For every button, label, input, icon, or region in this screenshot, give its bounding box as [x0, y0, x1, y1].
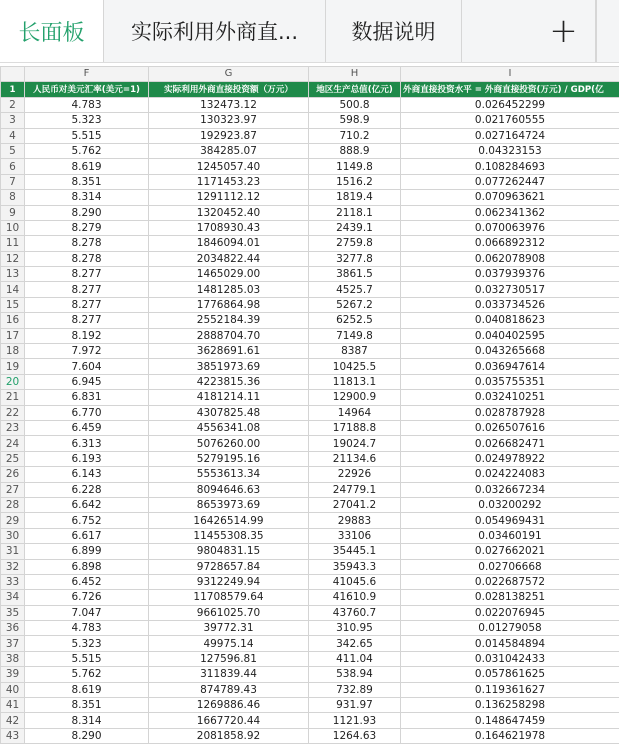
- cell-exchange-rate[interactable]: 5.323: [25, 636, 149, 651]
- cell-exchange-rate[interactable]: 5.515: [25, 128, 149, 143]
- cell-fdi-level[interactable]: 0.066892312: [401, 236, 619, 251]
- cell-fdi-amount[interactable]: 39772.31: [149, 621, 309, 636]
- cell-fdi-level[interactable]: 0.024978922: [401, 451, 619, 466]
- cell-fdi-amount[interactable]: 49975.14: [149, 636, 309, 651]
- row-number[interactable]: 42: [1, 713, 25, 728]
- cell-exchange-rate[interactable]: 5.762: [25, 667, 149, 682]
- row-number[interactable]: 37: [1, 636, 25, 651]
- cell-fdi-amount[interactable]: 3628691.61: [149, 344, 309, 359]
- row-number[interactable]: 4: [1, 128, 25, 143]
- cell-fdi-level[interactable]: 0.062078908: [401, 251, 619, 266]
- cell-fdi-level[interactable]: 0.026682471: [401, 436, 619, 451]
- cell-fdi-level[interactable]: 0.01279058: [401, 621, 619, 636]
- row-number[interactable]: 8: [1, 190, 25, 205]
- row-number[interactable]: 36: [1, 621, 25, 636]
- cell-fdi-amount[interactable]: 130323.97: [149, 113, 309, 128]
- table-row: [1, 451, 619, 466]
- row-number[interactable]: 11: [1, 236, 25, 251]
- header-row: [1, 82, 619, 97]
- row-number[interactable]: 6: [1, 159, 25, 174]
- cell-fdi-level[interactable]: 0.033734526: [401, 297, 619, 312]
- cell-fdi-amount[interactable]: 1667720.44: [149, 713, 309, 728]
- cell-fdi-level[interactable]: 0.022687572: [401, 574, 619, 589]
- cell-fdi-level[interactable]: 0.057861625: [401, 667, 619, 682]
- cell-exchange-rate[interactable]: 5.762: [25, 143, 149, 158]
- cell-fdi-amount[interactable]: 874789.43: [149, 682, 309, 697]
- row-number[interactable]: 13: [1, 267, 25, 282]
- table-row: [1, 374, 619, 389]
- cell-exchange-rate[interactable]: 8.290: [25, 728, 149, 743]
- row-number[interactable]: 21: [1, 390, 25, 405]
- cell-fdi-amount[interactable]: 2034822.44: [149, 251, 309, 266]
- column-header-h[interactable]: H: [309, 67, 401, 82]
- cell-fdi-amount[interactable]: 9728657.84: [149, 559, 309, 574]
- cell-exchange-rate[interactable]: 6.726: [25, 590, 149, 605]
- tab-overflow: [596, 0, 619, 62]
- cell-gdp[interactable]: 538.94: [309, 667, 401, 682]
- cell-fdi-amount[interactable]: 16426514.99: [149, 513, 309, 528]
- cell-gdp[interactable]: 7149.8: [309, 328, 401, 343]
- table-row: [1, 436, 619, 451]
- cell-gdp[interactable]: 4525.7: [309, 282, 401, 297]
- row-number[interactable]: 17: [1, 328, 25, 343]
- cell-gdp[interactable]: 19024.7: [309, 436, 401, 451]
- table-row: [1, 698, 619, 713]
- select-all-corner[interactable]: [1, 67, 25, 82]
- row-number[interactable]: 39: [1, 667, 25, 682]
- cell-fdi-amount[interactable]: 3851973.69: [149, 359, 309, 374]
- cell-fdi-amount[interactable]: 384285.07: [149, 143, 309, 158]
- row-number[interactable]: 14: [1, 282, 25, 297]
- table-row: [1, 667, 619, 682]
- cell-exchange-rate[interactable]: 7.972: [25, 344, 149, 359]
- table-row: [1, 97, 619, 112]
- cell-gdp[interactable]: 2759.8: [309, 236, 401, 251]
- cell-fdi-level[interactable]: 0.164621978: [401, 728, 619, 743]
- cell-gdp[interactable]: 3277.8: [309, 251, 401, 266]
- header-cell-exchange-rate[interactable]: 人民币对美元汇率(美元=1): [25, 82, 149, 97]
- cell-fdi-amount[interactable]: 5553613.34: [149, 467, 309, 482]
- table-row: [1, 574, 619, 589]
- cell-fdi-amount[interactable]: 132473.12: [149, 97, 309, 112]
- row-number[interactable]: 29: [1, 513, 25, 528]
- cell-exchange-rate[interactable]: 6.831: [25, 390, 149, 405]
- header-cell-gdp[interactable]: 地区生产总值(亿元): [309, 82, 401, 97]
- row-number[interactable]: 38: [1, 651, 25, 666]
- cell-fdi-amount[interactable]: 1846094.01: [149, 236, 309, 251]
- table-row: [1, 267, 619, 282]
- cell-gdp[interactable]: 732.89: [309, 682, 401, 697]
- cell-fdi-level[interactable]: 0.026507616: [401, 420, 619, 435]
- table-row: [1, 236, 619, 251]
- cell-fdi-level[interactable]: 0.014584894: [401, 636, 619, 651]
- cell-fdi-level[interactable]: 0.119361627: [401, 682, 619, 697]
- cell-gdp[interactable]: 33106: [309, 528, 401, 543]
- cell-gdp[interactable]: 2118.1: [309, 205, 401, 220]
- cell-gdp[interactable]: 21134.6: [309, 451, 401, 466]
- tab-fdi-actual[interactable]: 实际利用外商直...: [104, 0, 326, 62]
- cell-gdp[interactable]: 1819.4: [309, 190, 401, 205]
- cell-fdi-amount[interactable]: 4556341.08: [149, 420, 309, 435]
- cell-gdp[interactable]: 24779.1: [309, 482, 401, 497]
- cell-gdp[interactable]: 22926: [309, 467, 401, 482]
- cell-fdi-amount[interactable]: 4223815.36: [149, 374, 309, 389]
- cell-gdp[interactable]: 10425.5: [309, 359, 401, 374]
- cell-gdp[interactable]: 29883: [309, 513, 401, 528]
- cell-exchange-rate[interactable]: 8.192: [25, 328, 149, 343]
- table-row: [1, 359, 619, 374]
- row-number[interactable]: 15: [1, 297, 25, 312]
- cell-fdi-amount[interactable]: 1708930.43: [149, 220, 309, 235]
- cell-fdi-level[interactable]: 0.043265668: [401, 344, 619, 359]
- row-number[interactable]: 30: [1, 528, 25, 543]
- cell-fdi-amount[interactable]: 2081858.92: [149, 728, 309, 743]
- cell-fdi-amount[interactable]: 5076260.00: [149, 436, 309, 451]
- table-row: [1, 405, 619, 420]
- table-row: [1, 205, 619, 220]
- sheet-tab-bar: [0, 0, 619, 63]
- row-number[interactable]: 22: [1, 405, 25, 420]
- cell-gdp[interactable]: 41045.6: [309, 574, 401, 589]
- row-number[interactable]: 19: [1, 359, 25, 374]
- table-row: [1, 544, 619, 559]
- cell-fdi-amount[interactable]: 9804831.15: [149, 544, 309, 559]
- cell-fdi-level[interactable]: 0.035755351: [401, 374, 619, 389]
- cell-exchange-rate[interactable]: 6.452: [25, 574, 149, 589]
- table-row: [1, 682, 619, 697]
- row-number[interactable]: 2: [1, 97, 25, 112]
- cell-fdi-amount[interactable]: 9661025.70: [149, 605, 309, 620]
- row-number[interactable]: 18: [1, 344, 25, 359]
- cell-gdp[interactable]: 342.65: [309, 636, 401, 651]
- tab-long-panel[interactable]: 长面板: [0, 0, 104, 62]
- cell-fdi-level[interactable]: 0.032730517: [401, 282, 619, 297]
- cell-fdi-level[interactable]: 0.070963621: [401, 190, 619, 205]
- cell-exchange-rate[interactable]: 7.047: [25, 605, 149, 620]
- table-row: [1, 636, 619, 651]
- table-row: [1, 128, 619, 143]
- cell-fdi-amount[interactable]: 2552184.39: [149, 313, 309, 328]
- spreadsheet-grid: [0, 66, 619, 744]
- table-row: [1, 174, 619, 189]
- cell-fdi-amount[interactable]: 4181214.11: [149, 390, 309, 405]
- cell-gdp[interactable]: 1516.2: [309, 174, 401, 189]
- cell-gdp[interactable]: 1264.63: [309, 728, 401, 743]
- cell-exchange-rate[interactable]: 8.314: [25, 713, 149, 728]
- cell-exchange-rate[interactable]: 8.351: [25, 698, 149, 713]
- column-header-row: [1, 67, 619, 82]
- row-number[interactable]: 27: [1, 482, 25, 497]
- cell-fdi-level[interactable]: 0.040402595: [401, 328, 619, 343]
- cell-fdi-level[interactable]: 0.070063976: [401, 220, 619, 235]
- table-row: [1, 420, 619, 435]
- row-number[interactable]: 28: [1, 497, 25, 512]
- cell-exchange-rate[interactable]: 8.277: [25, 267, 149, 282]
- table-row: [1, 220, 619, 235]
- row-number[interactable]: 43: [1, 728, 25, 743]
- cell-gdp[interactable]: 888.9: [309, 143, 401, 158]
- cell-exchange-rate[interactable]: 8.290: [25, 205, 149, 220]
- cell-gdp[interactable]: 11813.1: [309, 374, 401, 389]
- cell-fdi-level[interactable]: 0.04323153: [401, 143, 619, 158]
- row-number[interactable]: 41: [1, 698, 25, 713]
- cell-fdi-amount[interactable]: 8094646.63: [149, 482, 309, 497]
- cell-fdi-amount[interactable]: 1320452.40: [149, 205, 309, 220]
- cell-gdp[interactable]: 710.2: [309, 128, 401, 143]
- cell-gdp[interactable]: 598.9: [309, 113, 401, 128]
- row-number[interactable]: 26: [1, 467, 25, 482]
- cell-exchange-rate[interactable]: 8.619: [25, 159, 149, 174]
- cell-exchange-rate[interactable]: 6.770: [25, 405, 149, 420]
- table-row: [1, 559, 619, 574]
- cell-fdi-level[interactable]: 0.054969431: [401, 513, 619, 528]
- cell-exchange-rate[interactable]: 8.619: [25, 682, 149, 697]
- cell-exchange-rate[interactable]: 6.898: [25, 559, 149, 574]
- cell-gdp[interactable]: 5267.2: [309, 297, 401, 312]
- cell-exchange-rate[interactable]: 8.314: [25, 190, 149, 205]
- table-row: [1, 190, 619, 205]
- cell-exchange-rate[interactable]: 6.642: [25, 497, 149, 512]
- table-row: [1, 728, 619, 743]
- row-number[interactable]: 25: [1, 451, 25, 466]
- cell-exchange-rate[interactable]: 6.899: [25, 544, 149, 559]
- cell-gdp[interactable]: 8387: [309, 344, 401, 359]
- column-header-i[interactable]: I: [401, 67, 619, 82]
- row-number[interactable]: 10: [1, 220, 25, 235]
- cell-fdi-amount[interactable]: 127596.81: [149, 651, 309, 666]
- cell-gdp[interactable]: 17188.8: [309, 420, 401, 435]
- cell-exchange-rate[interactable]: 6.313: [25, 436, 149, 451]
- cell-fdi-amount[interactable]: 2888704.70: [149, 328, 309, 343]
- cell-gdp[interactable]: 27041.2: [309, 497, 401, 512]
- cell-fdi-level[interactable]: 0.031042433: [401, 651, 619, 666]
- cell-fdi-level[interactable]: 0.022076945: [401, 605, 619, 620]
- tab-spacer: [462, 0, 532, 62]
- table-row: [1, 282, 619, 297]
- cell-fdi-level[interactable]: 0.136258298: [401, 698, 619, 713]
- cell-exchange-rate[interactable]: 5.515: [25, 651, 149, 666]
- cell-exchange-rate[interactable]: 6.945: [25, 374, 149, 389]
- row-number[interactable]: 35: [1, 605, 25, 620]
- cell-exchange-rate[interactable]: 8.277: [25, 313, 149, 328]
- row-number[interactable]: 3: [1, 113, 25, 128]
- cell-exchange-rate[interactable]: 8.278: [25, 251, 149, 266]
- cell-fdi-level[interactable]: 0.108284693: [401, 159, 619, 174]
- cell-fdi-amount[interactable]: 9312249.94: [149, 574, 309, 589]
- cell-fdi-level[interactable]: 0.03460191: [401, 528, 619, 543]
- row-number[interactable]: 34: [1, 590, 25, 605]
- cell-fdi-level[interactable]: 0.032667234: [401, 482, 619, 497]
- table-row: [1, 713, 619, 728]
- table-row: [1, 497, 619, 512]
- cell-fdi-level[interactable]: 0.02706668: [401, 559, 619, 574]
- row-number[interactable]: 23: [1, 420, 25, 435]
- cell-exchange-rate[interactable]: 8.278: [25, 236, 149, 251]
- cell-fdi-amount[interactable]: 1269886.46: [149, 698, 309, 713]
- cell-fdi-level[interactable]: 0.032410251: [401, 390, 619, 405]
- row-number[interactable]: 31: [1, 544, 25, 559]
- cell-exchange-rate[interactable]: 6.617: [25, 528, 149, 543]
- cell-fdi-level[interactable]: 0.03200292: [401, 497, 619, 512]
- cell-fdi-amount[interactable]: 1245057.40: [149, 159, 309, 174]
- table-row: [1, 251, 619, 266]
- cell-fdi-amount[interactable]: 1481285.03: [149, 282, 309, 297]
- cell-exchange-rate[interactable]: 8.279: [25, 220, 149, 235]
- cell-gdp[interactable]: 35445.1: [309, 544, 401, 559]
- cell-fdi-amount[interactable]: 311839.44: [149, 667, 309, 682]
- cell-gdp[interactable]: 3861.5: [309, 267, 401, 282]
- cell-gdp[interactable]: 2439.1: [309, 220, 401, 235]
- row-number[interactable]: 5: [1, 143, 25, 158]
- cell-fdi-amount[interactable]: 8653973.69: [149, 497, 309, 512]
- cell-fdi-level[interactable]: 0.036947614: [401, 359, 619, 374]
- cell-exchange-rate[interactable]: 6.143: [25, 467, 149, 482]
- cell-exchange-rate[interactable]: 7.604: [25, 359, 149, 374]
- cell-fdi-level[interactable]: 0.021760555: [401, 113, 619, 128]
- cell-gdp[interactable]: 931.97: [309, 698, 401, 713]
- cell-fdi-amount[interactable]: 1776864.98: [149, 297, 309, 312]
- cell-gdp[interactable]: 35943.3: [309, 559, 401, 574]
- table-row: [1, 482, 619, 497]
- row-number[interactable]: 1: [1, 82, 25, 97]
- row-number[interactable]: 24: [1, 436, 25, 451]
- row-number[interactable]: 33: [1, 574, 25, 589]
- table-row: [1, 313, 619, 328]
- cell-exchange-rate[interactable]: 5.323: [25, 113, 149, 128]
- table-row: [1, 159, 619, 174]
- cell-fdi-level[interactable]: 0.037939376: [401, 267, 619, 282]
- cell-exchange-rate[interactable]: 6.193: [25, 451, 149, 466]
- cell-exchange-rate[interactable]: 6.752: [25, 513, 149, 528]
- cell-exchange-rate[interactable]: 4.783: [25, 621, 149, 636]
- table-row: [1, 467, 619, 482]
- cell-fdi-level[interactable]: 0.040818623: [401, 313, 619, 328]
- cell-fdi-amount[interactable]: 5279195.16: [149, 451, 309, 466]
- cell-fdi-level[interactable]: 0.026452299: [401, 97, 619, 112]
- cell-fdi-amount[interactable]: 1171453.23: [149, 174, 309, 189]
- table-row: [1, 651, 619, 666]
- cell-fdi-amount[interactable]: 1465029.00: [149, 267, 309, 282]
- cell-exchange-rate[interactable]: 8.277: [25, 282, 149, 297]
- cell-exchange-rate[interactable]: 4.783: [25, 97, 149, 112]
- row-number[interactable]: 7: [1, 174, 25, 189]
- table-row: [1, 113, 619, 128]
- header-cell-fdi-amount[interactable]: 实际利用外商直接投资额（万元）: [149, 82, 309, 97]
- row-number[interactable]: 32: [1, 559, 25, 574]
- cell-exchange-rate[interactable]: 8.351: [25, 174, 149, 189]
- cell-exchange-rate[interactable]: 6.228: [25, 482, 149, 497]
- cell-fdi-level[interactable]: 0.027164724: [401, 128, 619, 143]
- cell-fdi-level[interactable]: 0.028138251: [401, 590, 619, 605]
- table-row: [1, 605, 619, 620]
- row-number[interactable]: 9: [1, 205, 25, 220]
- table-row: [1, 297, 619, 312]
- table-row: [1, 621, 619, 636]
- header-cell-fdi-level[interactable]: 外商直接投资水平 = 外商直接投资(万元) / GDP(亿: [401, 82, 619, 97]
- grid-body: [1, 82, 619, 744]
- cell-fdi-level[interactable]: 0.024224083: [401, 467, 619, 482]
- cell-gdp[interactable]: 14964: [309, 405, 401, 420]
- row-number[interactable]: 12: [1, 251, 25, 266]
- table-row: [1, 590, 619, 605]
- cell-exchange-rate[interactable]: 6.459: [25, 420, 149, 435]
- cell-fdi-amount[interactable]: 11455308.35: [149, 528, 309, 543]
- cell-gdp[interactable]: 500.8: [309, 97, 401, 112]
- cell-gdp[interactable]: 1121.93: [309, 713, 401, 728]
- table-row: [1, 390, 619, 405]
- table-row: [1, 344, 619, 359]
- table-row: [1, 528, 619, 543]
- cell-gdp[interactable]: 310.95: [309, 621, 401, 636]
- cell-gdp[interactable]: 6252.5: [309, 313, 401, 328]
- cell-fdi-level[interactable]: 0.062341362: [401, 205, 619, 220]
- tab-data-notes[interactable]: 数据说明: [326, 0, 462, 62]
- row-number[interactable]: 20: [1, 374, 25, 389]
- cell-gdp[interactable]: 41610.9: [309, 590, 401, 605]
- cell-fdi-level[interactable]: 0.027662021: [401, 544, 619, 559]
- cell-exchange-rate[interactable]: 8.277: [25, 297, 149, 312]
- table-row: [1, 328, 619, 343]
- column-header-f[interactable]: F: [25, 67, 149, 82]
- row-number[interactable]: 16: [1, 313, 25, 328]
- row-number[interactable]: 40: [1, 682, 25, 697]
- cell-fdi-level[interactable]: 0.148647459: [401, 713, 619, 728]
- table-row: [1, 513, 619, 528]
- cell-gdp[interactable]: 1149.8: [309, 159, 401, 174]
- table-row: [1, 143, 619, 158]
- cell-gdp[interactable]: 12900.9: [309, 390, 401, 405]
- cell-gdp[interactable]: 43760.7: [309, 605, 401, 620]
- cell-gdp[interactable]: 411.04: [309, 651, 401, 666]
- cell-fdi-amount[interactable]: 11708579.64: [149, 590, 309, 605]
- cell-fdi-level[interactable]: 0.028787928: [401, 405, 619, 420]
- column-header-g[interactable]: G: [149, 67, 309, 82]
- cell-fdi-amount[interactable]: 1291112.12: [149, 190, 309, 205]
- cell-fdi-amount[interactable]: 192923.87: [149, 128, 309, 143]
- add-sheet-button[interactable]: +: [532, 0, 596, 62]
- cell-fdi-amount[interactable]: 4307825.48: [149, 405, 309, 420]
- cell-fdi-level[interactable]: 0.077262447: [401, 174, 619, 189]
